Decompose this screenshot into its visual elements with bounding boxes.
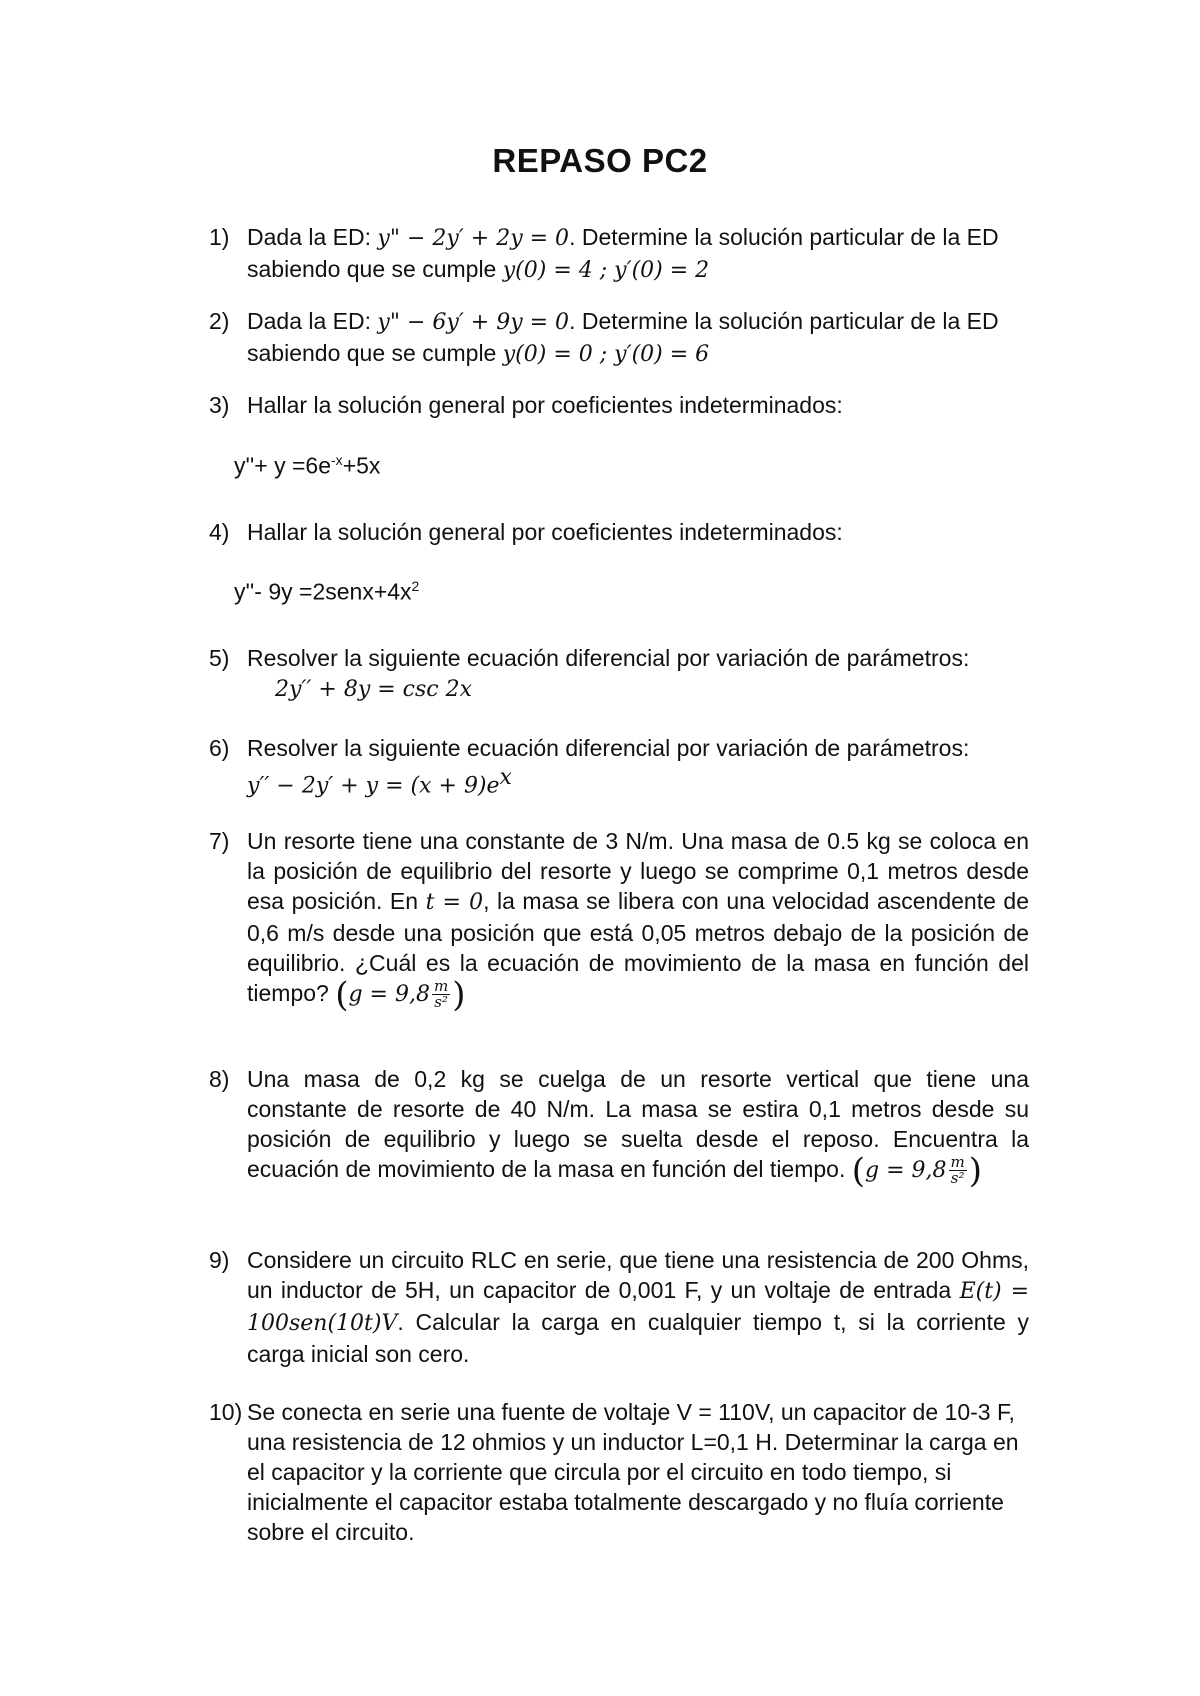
question-number: 2) (209, 308, 230, 334)
question-text: Una masa de 0,2 kg se cuelga de un resorte vertical que tiene una constante de resorte de 40 N/m. La masa se estira 0,1 metros desde su posición de equilibrio y luego se suelta desde el reposo. Encuentra la ecuación de movimiento de la masa en función del tiempo. (247, 1066, 1029, 1182)
page-title: REPASO PC2 (492, 142, 708, 179)
equation-4: y''- $9y =2senx+4x^2$ (234, 578, 420, 605)
question-text: . Determine la solución particular de la ED (569, 224, 999, 250)
question-text: sabiendo que se cumple (247, 256, 503, 282)
paren-left: ( (851, 1150, 866, 1191)
question-text: . Determine la solución particular de la ED (569, 308, 999, 334)
question-6 (209, 733, 1029, 802)
question-4 (209, 517, 1029, 547)
equation-exponent: x (499, 765, 512, 790)
question-text: Dada la ED: (247, 224, 378, 250)
question-5 (209, 643, 1029, 705)
question-text: Se conecta en serie una fuente de voltaje V = 110V, un capacitor de 10-3 F, una resistencia de 12 ohmios y un inductor L=0,1 H. Determinar la carga en el capacitor y la corriente que circula por el circuito en todo tiempo, si inicialmente el capacitor estaba totalmente descargado y no fluía corriente sobre el circuito. (247, 1399, 1019, 1545)
question-text: Hallar la solución general por coeficientes indeterminados: (247, 392, 843, 418)
question-7 (209, 826, 1029, 1015)
question-number: 7) (209, 828, 230, 854)
question-text: Un resorte tiene una constante de 3 N/m. Una masa de 0.5 kg se coloca en la posición de equilibrio del resorte y luego se comprime 0,1 metros desde esa posición. En (247, 828, 1029, 914)
equation: y" − 6y′ + 9y = 0 (377, 310, 570, 335)
equation: E(t) = 100sen(10t)V (247, 1279, 1029, 1336)
question-number: 6) (209, 735, 230, 761)
question-text: . Calcular la carga en cualquier tiempo t, si la corriente y carga inicial son cero. (247, 1309, 1029, 1367)
initial-conditions: y(0) = 0 ; y′(0) = 6 (502, 342, 710, 367)
initial-conditions: y(0) = 4 ; y′(0) = 2 (502, 258, 710, 283)
paren-right: ) (452, 974, 466, 1015)
question-text: Hallar la solución general por coeficientes indeterminados: (247, 519, 843, 545)
gravity-unit: $\frac{m}{\text{s²}}$ (433, 977, 449, 1012)
gravity: g = 9,8 (865, 1158, 947, 1183)
question-text: Resolver la siguiente ecuación diferencial por variación de parámetros: (247, 645, 970, 671)
time-zero: t = 0 (425, 890, 484, 915)
question-number: 3) (209, 392, 230, 418)
equation: y′′ − 2y′ + y = (x + 9)e (247, 773, 500, 799)
gravity: g = 9,8 (348, 982, 430, 1007)
question-number: 10) (209, 1399, 243, 1425)
question-text: Resolver la siguiente ecuación diferencial por variación de parámetros: (247, 735, 970, 761)
equation-3: $y''+ y =6e^{-x}+5x$ (234, 452, 381, 479)
question-1 (209, 222, 1029, 286)
equation: 2y′′ + 8y = csc 2x (275, 677, 473, 702)
equation: y" − 2y′ + 2y = 0 (377, 226, 570, 251)
paren-right: ) (968, 1150, 983, 1191)
question-text: Dada la ED: (247, 308, 378, 334)
question-text: , la masa se libera con una velocidad ascendente de 0,6 m/s desde una posición que está 0,05 metros debajo de la posición de equilibrio. ¿Cuál es la ecuación de movimiento de la masa en función del tiempo? (247, 888, 1029, 1006)
gravity-unit: $\frac{m}{\text{s²}}$ (950, 1153, 965, 1188)
question-number: 5) (209, 645, 230, 671)
question-text: Considere un circuito RLC en serie, que tiene una resistencia de 200 Ohms, un inductor de 5H, un capacitor de 0,001 F, y un voltaje de entrada (247, 1247, 1029, 1303)
question-10 (209, 1397, 1029, 1547)
question-number: 8) (209, 1066, 230, 1092)
question-2 (209, 306, 1029, 370)
question-8 (209, 1064, 1029, 1191)
paren-left: ( (335, 974, 349, 1015)
question-number: 1) (209, 224, 230, 250)
question-9 (209, 1245, 1029, 1369)
question-number: 4) (209, 519, 230, 545)
question-text: sabiendo que se cumple (247, 340, 503, 366)
question-3 (209, 390, 1029, 420)
question-number: 9) (209, 1247, 230, 1273)
